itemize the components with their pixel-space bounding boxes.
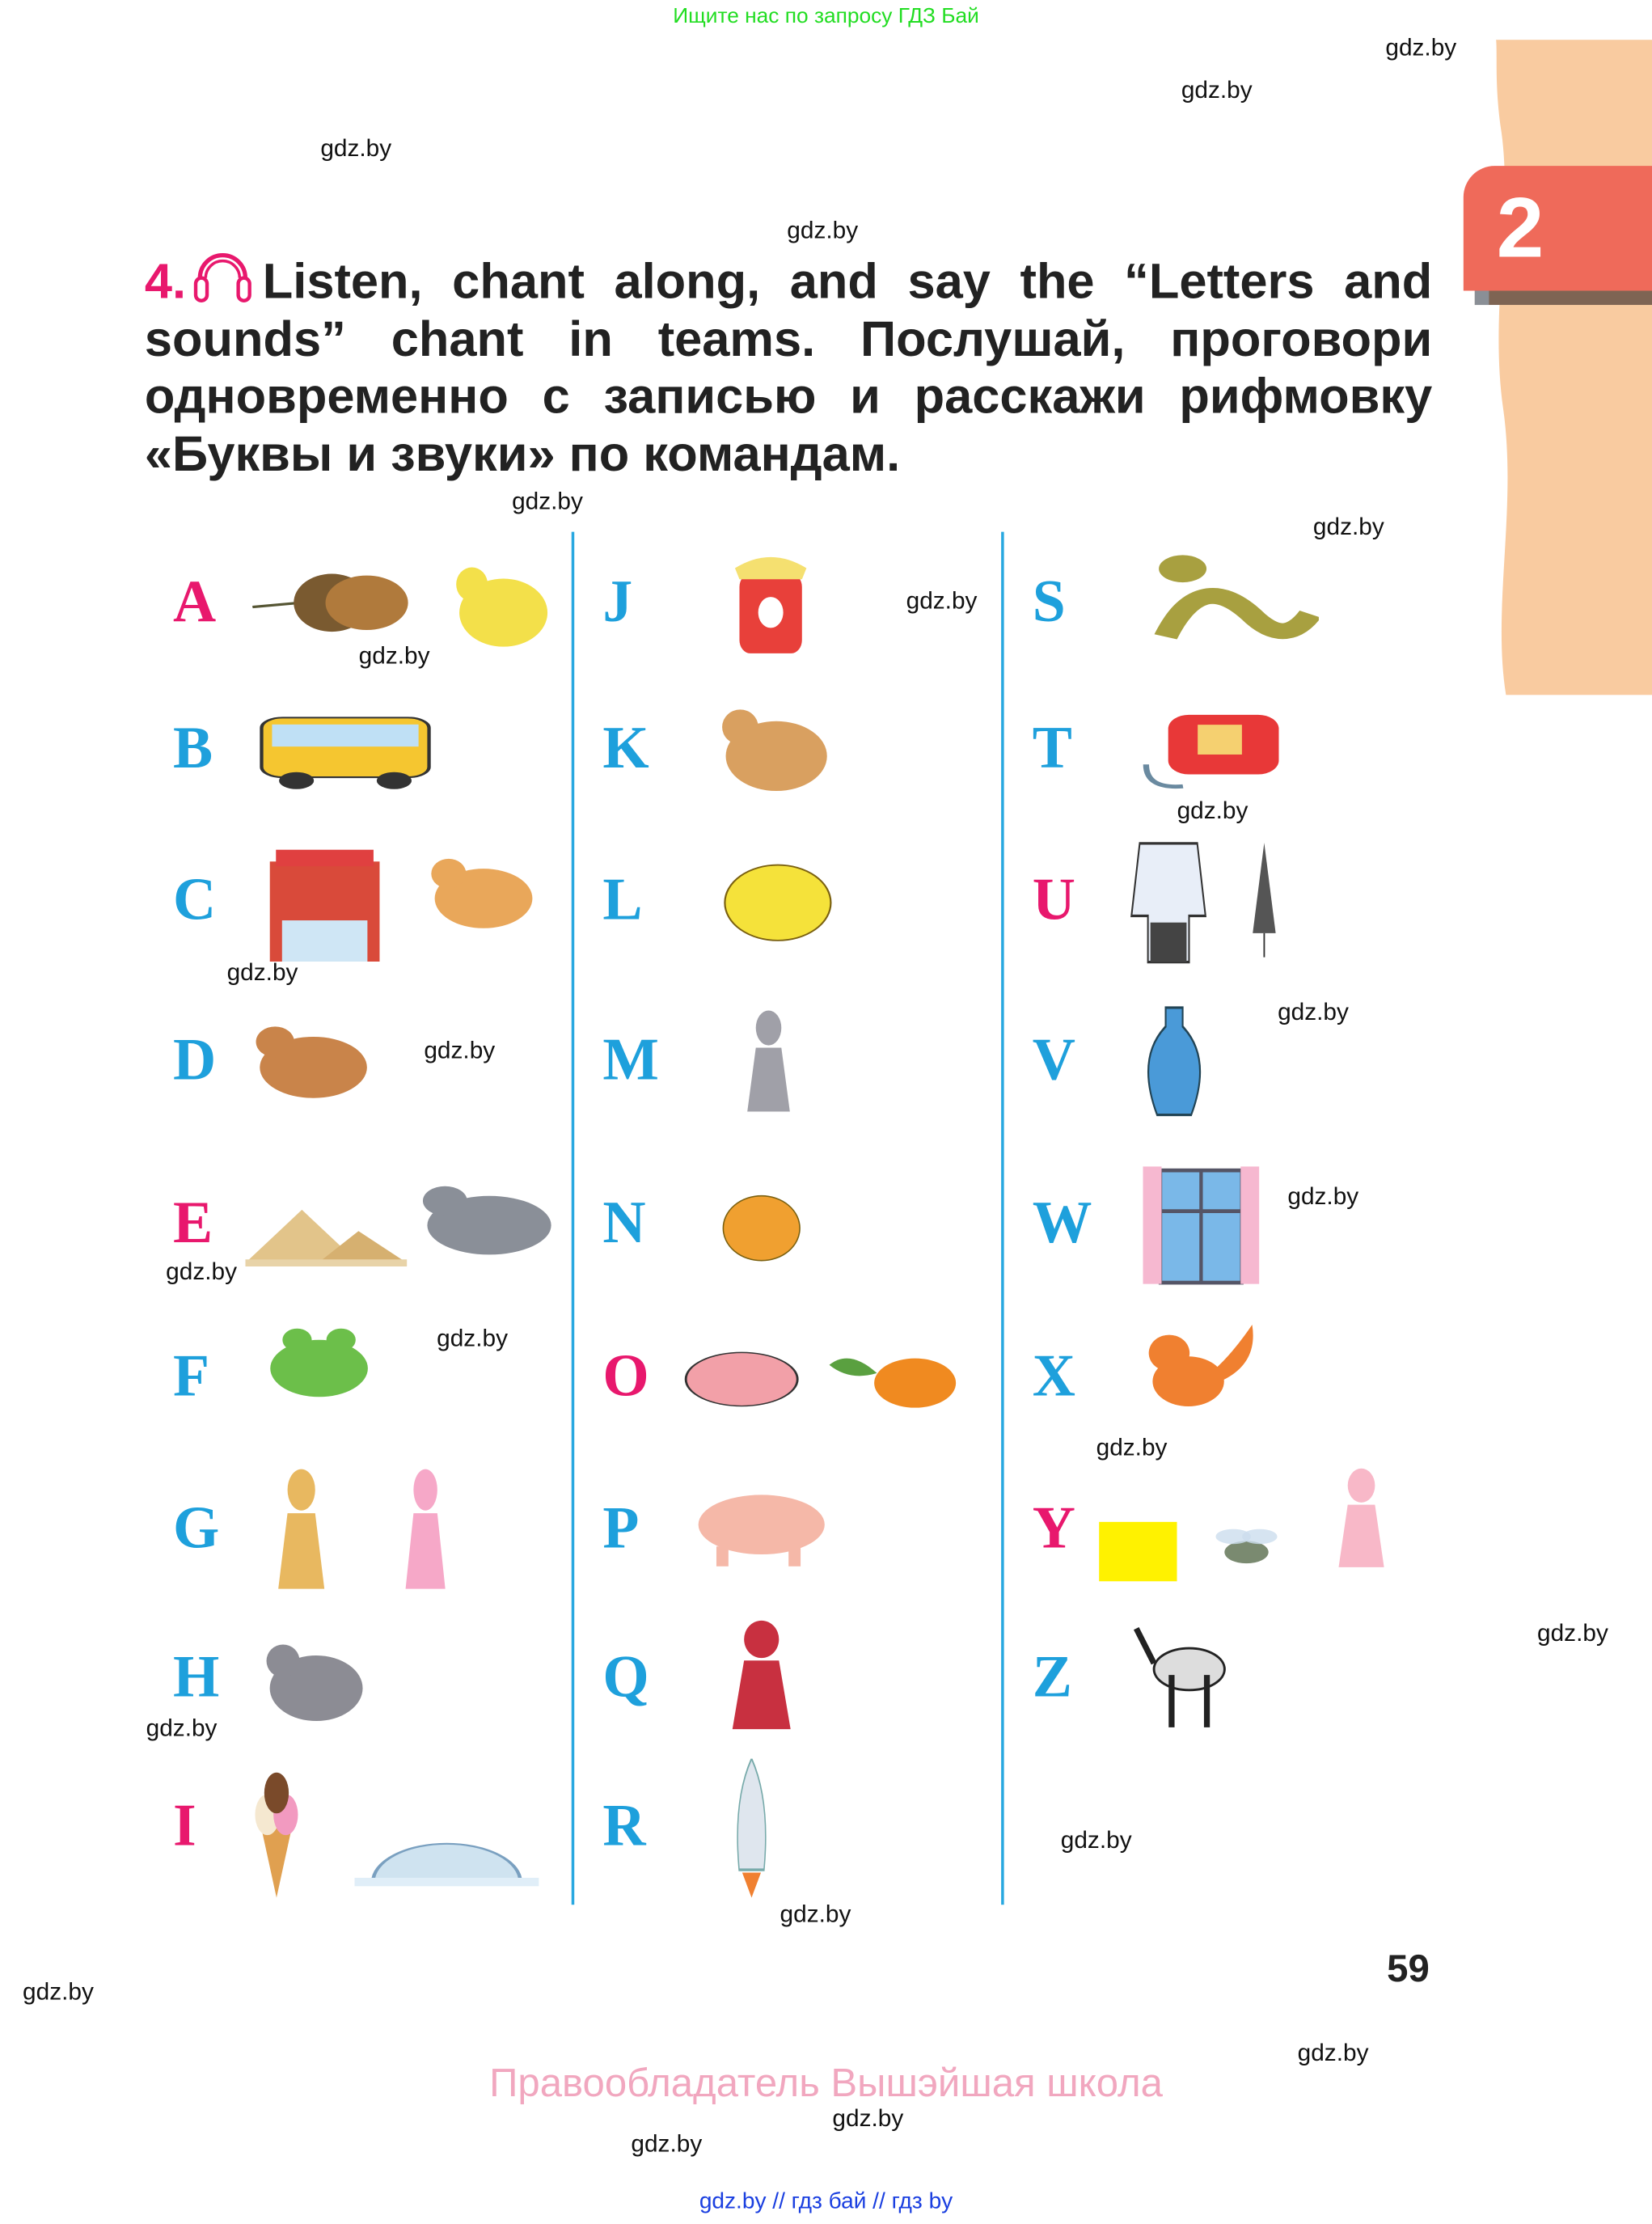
watermark: gdz.by [166, 1258, 238, 1285]
instruction-text: Listen, chant along, and say the “Letters and [262, 253, 1433, 310]
orange-picture [822, 1340, 958, 1423]
letter-t: T [1032, 716, 1072, 782]
telephone-picture [1139, 695, 1286, 794]
egypt-pyramids-picture [245, 1195, 407, 1266]
watermark: gdz.by [424, 1036, 496, 1064]
pig-picture [687, 1475, 837, 1575]
letter-d: D [172, 1028, 217, 1094]
watermark: gdz.by [437, 1324, 508, 1352]
page-number: 59 [1387, 1947, 1430, 1990]
watermark: gdz.by [320, 134, 392, 162]
bus-picture [258, 709, 433, 794]
giraffe-picture [256, 1465, 348, 1603]
watermark: gdz.by [1312, 513, 1384, 541]
lemon-picture [719, 848, 837, 948]
horse-picture [261, 1628, 372, 1737]
baby-picture [1316, 1465, 1406, 1579]
instruction-line-4: «Буквы и звуки» по командам. [144, 425, 901, 482]
letter-b: B [172, 716, 213, 782]
uniform-picture [1127, 837, 1210, 969]
frog-picture [258, 1316, 380, 1410]
letter-q: Q [602, 1645, 649, 1710]
watermark: gdz.by [226, 958, 298, 986]
letter-k: K [602, 716, 649, 782]
watermark: gdz.by [832, 2104, 904, 2132]
watermark: gdz.by [23, 1978, 94, 2006]
watermark: gdz.by [512, 488, 583, 515]
letter-o: O [602, 1344, 649, 1410]
watermark: gdz.by [906, 587, 978, 615]
oval-picture [683, 1351, 800, 1409]
bottom-links[interactable]: gdz.by // гдз бай // гдз by [699, 2189, 953, 2214]
fox-picture [1137, 1319, 1265, 1432]
unit-number: 2 [1496, 180, 1544, 276]
instruction-line-2: sounds” chant in teams. Послушай, проговори [144, 311, 1433, 367]
tab-shadow [1475, 291, 1652, 306]
headphones-icon[interactable] [192, 250, 254, 301]
watermark: gdz.by [631, 2130, 703, 2158]
yellow-picture [1099, 1522, 1177, 1582]
letter-f: F [172, 1344, 209, 1410]
letter-h: H [172, 1645, 220, 1710]
letter-r: R [602, 1794, 646, 1860]
instruction-line-3: одновременно с записью и расскажи рифмовку [144, 368, 1433, 425]
window-picture [1143, 1161, 1259, 1288]
letter-i: I [172, 1794, 196, 1860]
letter-y: Y [1032, 1496, 1075, 1562]
letter-v: V [1032, 1028, 1075, 1094]
letter-u: U [1032, 868, 1075, 933]
dog-picture [250, 1011, 378, 1113]
instruction-line-1 [145, 250, 1432, 311]
watermark: gdz.by [1060, 1826, 1132, 1854]
watermark: gdz.by [1287, 1182, 1359, 1210]
watermark: gdz.by [787, 217, 859, 244]
vase-picture [1131, 1001, 1216, 1127]
kangaroo-picture [716, 692, 837, 809]
ice-cream-picture [239, 1770, 315, 1898]
watermark: gdz.by [1537, 1619, 1608, 1647]
jam-picture [726, 546, 815, 657]
letter-m: M [602, 1028, 659, 1094]
letter-n: N [602, 1191, 646, 1257]
cat-picture [425, 844, 542, 943]
copyright-notice: Правообладатель Вышэйшая школа [489, 2061, 1163, 2105]
letter-c: C [172, 868, 217, 933]
apple-picture [451, 550, 556, 663]
watermark: gdz.by [1385, 34, 1457, 61]
watermark: gdz.by [146, 1715, 218, 1742]
watermark: gdz.by [780, 1900, 851, 1928]
letter-s: S [1032, 569, 1066, 636]
exercise-instruction [145, 250, 1432, 484]
snake-picture [1148, 546, 1318, 659]
letter-e: E [172, 1191, 213, 1257]
watermark: gdz.by [1297, 2039, 1369, 2067]
watermark: gdz.by [1096, 1433, 1168, 1461]
elephant-picture [416, 1172, 563, 1270]
mouse-picture [726, 1007, 811, 1123]
letter-x: X [1032, 1344, 1075, 1410]
letter-z: Z [1032, 1645, 1072, 1710]
igloo-picture [354, 1801, 539, 1886]
zebra-picture [1125, 1617, 1243, 1733]
letter-l: L [602, 868, 643, 933]
umbrella-picture [1245, 837, 1283, 958]
search-banner-link[interactable]: Ищите нас по запросу ГДЗ Бай [673, 4, 979, 29]
column-divider [1001, 532, 1004, 1905]
column-divider [572, 532, 575, 1905]
side-band [1489, 40, 1652, 695]
watermark: gdz.by [1177, 797, 1249, 824]
watermark: gdz.by [1278, 998, 1349, 1025]
exercise-number: 4. [144, 253, 187, 310]
cinema-picture [264, 844, 386, 962]
acorn-picture [252, 560, 411, 645]
letter-g: G [172, 1496, 220, 1562]
tab-shadow-edge [1475, 291, 1489, 306]
letter-p: P [602, 1496, 640, 1562]
letter-a: A [172, 569, 217, 636]
letter-j: J [602, 569, 633, 636]
queen-picture [703, 1617, 820, 1741]
rocket-picture [720, 1759, 783, 1898]
fly-picture [1202, 1515, 1291, 1577]
nectarine-picture [719, 1182, 804, 1266]
letter-w: W [1032, 1191, 1092, 1257]
girl-picture [386, 1465, 465, 1603]
watermark: gdz.by [358, 642, 430, 670]
watermark: gdz.by [1181, 76, 1253, 104]
